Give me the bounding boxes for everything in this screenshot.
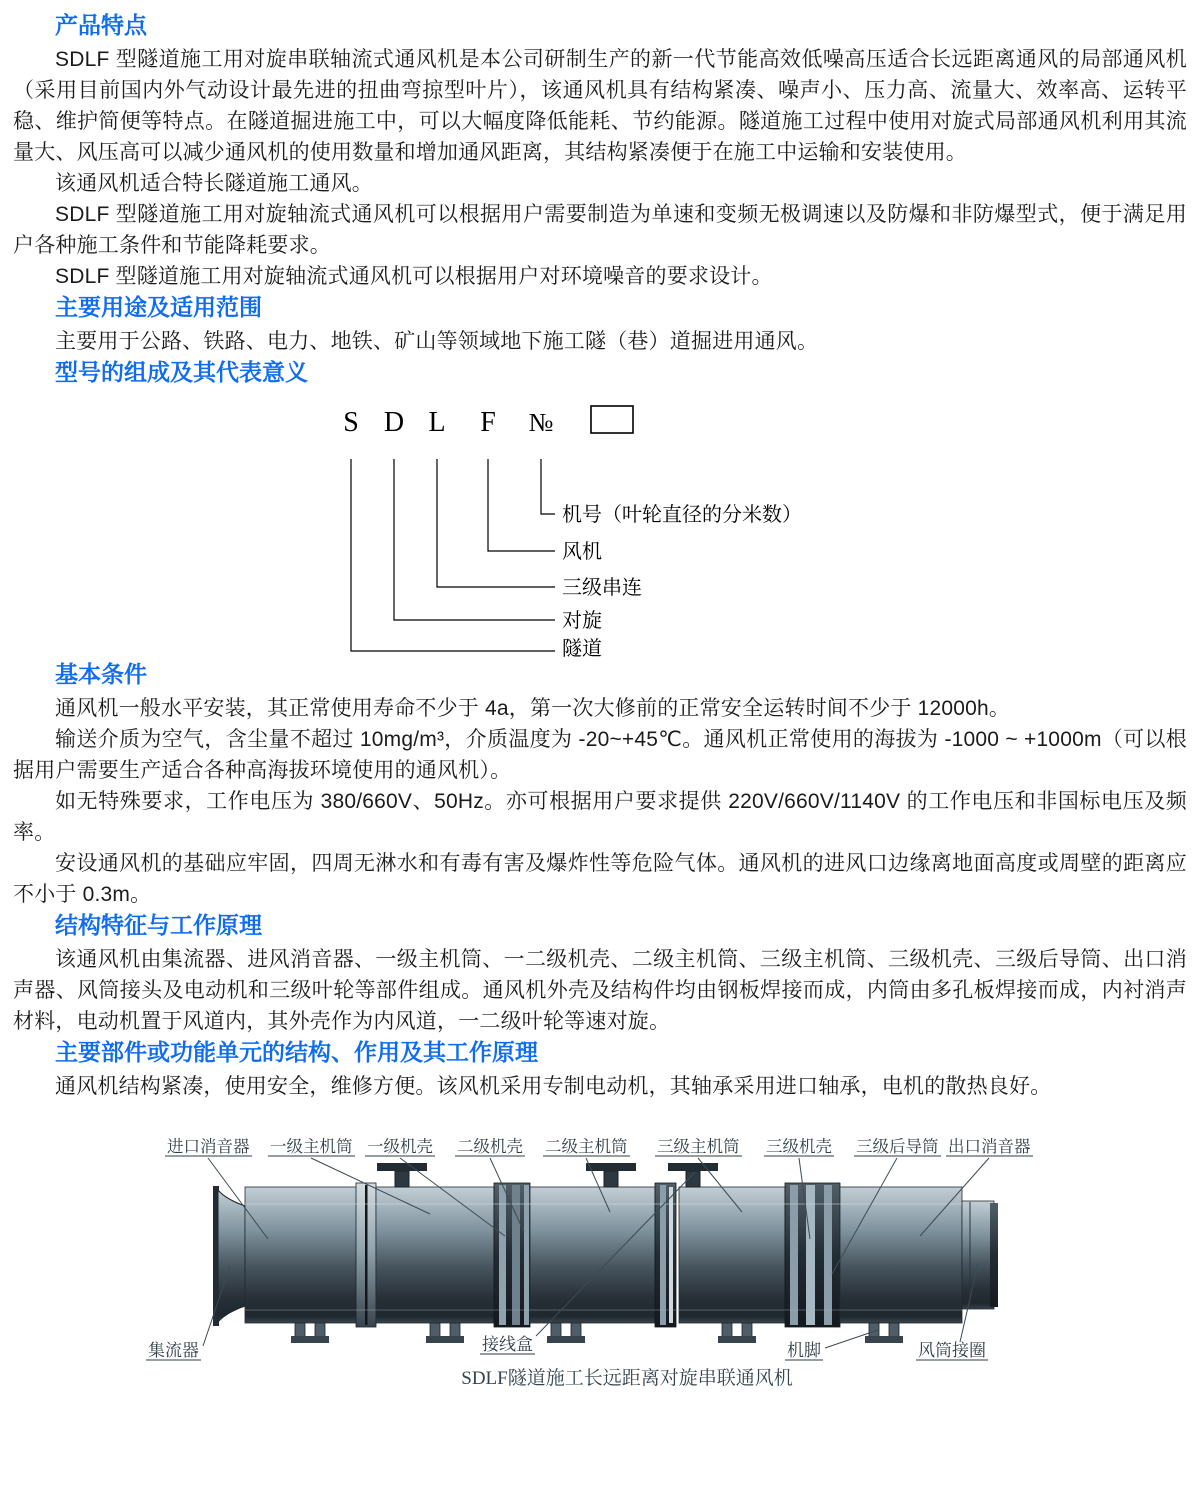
machine-foot xyxy=(291,1323,329,1343)
branch-label-tunnel: 隧道 xyxy=(562,638,602,659)
branch-line-three-stage-series xyxy=(437,459,555,587)
label-outlet-silencer: 出口消音器 xyxy=(948,1137,1031,1156)
model-letter-l: L xyxy=(428,407,446,438)
paragraph: 该通风机由集流器、进风消音器、一级主机筒、一二级机壳、二级主机筒、三级主机筒、三级机壳、三级后导筒、出口消声器、风筒接头及电动机和三级叶轮等部件组成。通风机外壳及结构件均由钢板焊接而成，内筒由多孔板焊接而成，内衬消声材料，电动机置于风道内，其外壳作为内风道，一二级叶轮等速对旋。 xyxy=(13,948,1187,1033)
fan-machine-illustration xyxy=(213,1163,998,1343)
segment-stage1-barrel xyxy=(376,1187,494,1323)
casing-stripe xyxy=(512,1185,520,1325)
section-heading-main-components: 主要部件或功能单元的结构、作用及其工作原理 xyxy=(55,1039,538,1065)
branch-line-counter-rotating xyxy=(394,459,555,620)
outlet-duct-rim xyxy=(990,1203,998,1307)
casing-stripe xyxy=(824,1185,832,1325)
fan-diagram-caption: SDLF隧道施工长远距离对旋串联通风机 xyxy=(461,1368,793,1389)
paragraph: 通风机结构紧凑，使用安全，维修方便。该风机采用专制电动机，其轴承采用进口轴承，电机的散热良好。 xyxy=(55,1075,1052,1098)
branch-line-machine-no xyxy=(541,459,555,514)
branch-label-three-stage-series: 三级串连 xyxy=(562,577,642,599)
label-collector: 集流器 xyxy=(148,1341,199,1360)
segment-outlet-silencer xyxy=(840,1187,962,1323)
section-heading-structure-principle: 结构特征与工作原理 xyxy=(55,912,262,938)
paragraph: 输送介质为空气，含尘量不超过 10mg/m³，介质温度为 -20~+45℃。通风机正常使用的海拔为 -1000 ~ +1000m（可以根据用户需要生产适合各种高海拔环境使用的通风机）。 xyxy=(13,728,1187,782)
section-heading-basic-conditions: 基本条件 xyxy=(55,661,147,687)
model-number-box xyxy=(591,406,633,433)
section-heading-model-composition: 型号的组成及其代表意义 xyxy=(55,359,308,385)
casing-stripe xyxy=(669,1187,673,1323)
model-code-diagram xyxy=(13,391,1187,659)
model-letter-s: S xyxy=(343,407,359,438)
machine-foot xyxy=(426,1323,464,1343)
casing-stripe xyxy=(660,1185,666,1325)
lifting-lug xyxy=(377,1163,427,1187)
casing-stripe xyxy=(499,1185,506,1325)
segment-stage2-barrel xyxy=(530,1187,655,1323)
label-stage1-barrel: 一级主机筒 xyxy=(270,1137,353,1156)
paragraph: SDLF 型隧道施工用对旋串联轴流式通风机是本公司研制生产的新一代节能高效低噪高压适合长远距离通风的局部通风机（采用目前国内外气动设计最先进的扭曲弯掠型叶片），该通风机具有结构紧凑、噪声小、压力高、流量大、效率高、运转平稳、维护简便等特点。在隧道掘进施工中，可以大幅度降低能耗、节约能源。隧道施工过程中使用对旋式局部通风机利用其流量大、风压高可以减少通风机的使用数量和增加通风距离，其结构紧凑便于在施工中运输和安装使用。 xyxy=(13,48,1187,164)
model-letter-d: D xyxy=(383,407,405,438)
label-duct-ring: 风筒接圈 xyxy=(918,1341,986,1360)
fan-technical-drawing xyxy=(13,1114,1187,1399)
paragraph: SDLF 型隧道施工用对旋轴流式通风机可以根据用户需要制造为单速和变频无极调速以及防爆和非防爆型式，便于满足用户各种施工条件和节能降耗要求。 xyxy=(13,203,1187,257)
branch-label-machine-no: 机号（叶轮直径的分米数） xyxy=(562,504,802,526)
bell-mouth xyxy=(218,1190,245,1322)
label-stage3-barrel: 三级主机筒 xyxy=(657,1137,740,1156)
label-inlet-silencer: 进口消音器 xyxy=(167,1137,250,1156)
paragraph: 安设通风机的基础应牢固，四周无淋水和有毒有害及爆炸性等危险气体。通风机的进风口边缘离地面高度或周壁的距离应不小于 0.3m。 xyxy=(13,852,1187,906)
label-stage2-barrel: 二级主机筒 xyxy=(545,1137,628,1156)
model-letter-f: F xyxy=(480,407,496,438)
branch-line-tunnel xyxy=(351,459,555,651)
paragraph: 主要用于公路、铁路、电力、地铁、矿山等领域地下施工隧（巷）道掘进用通风。 xyxy=(55,330,819,353)
model-letter-no: № xyxy=(528,408,554,437)
label-stage3-casing: 三级机壳 xyxy=(766,1137,832,1156)
paragraph: 该通风机适合特长隧道施工通风。 xyxy=(55,172,373,195)
segment-inlet-silencer xyxy=(245,1187,358,1323)
paragraph: 如无特殊要求，工作电压为 380/660V、50Hz。亦可根据用户要求提供 220V/660V/1140V 的工作电压和非国标电压及频率。 xyxy=(13,790,1187,844)
label-machine-foot: 机脚 xyxy=(787,1341,821,1360)
flange-a-gap xyxy=(365,1185,368,1325)
label-junction-box: 接线盒 xyxy=(482,1335,533,1354)
machine-foot xyxy=(718,1323,756,1343)
casing-stripe xyxy=(806,1185,815,1325)
label-stage1-casing: 一级机壳 xyxy=(367,1137,433,1156)
label-stage2-casing: 二级机壳 xyxy=(457,1137,523,1156)
label-stage3-rear-guide: 三级后导筒 xyxy=(856,1137,939,1156)
section-heading-product-features: 产品特点 xyxy=(55,12,147,38)
paragraph: 通风机一般水平安装，其正常使用寿命不少于 4a，第一次大修前的正常安全运转时间不少于 12000h。 xyxy=(55,697,1011,720)
machine-foot xyxy=(547,1323,585,1343)
branch-label-counter-rotating: 对旋 xyxy=(562,610,602,632)
branch-line-fan xyxy=(488,459,555,551)
casing-stripe xyxy=(524,1185,529,1325)
segment-stage3-barrel xyxy=(679,1187,785,1323)
paragraph: SDLF 型隧道施工用对旋轴流式通风机可以根据用户对环境噪音的要求设计。 xyxy=(55,265,773,288)
outlet-duct-ring xyxy=(962,1201,994,1309)
section-heading-main-uses: 主要用途及适用范围 xyxy=(55,294,262,320)
branch-label-fan: 风机 xyxy=(562,541,602,563)
casing-stripe xyxy=(790,1185,798,1325)
